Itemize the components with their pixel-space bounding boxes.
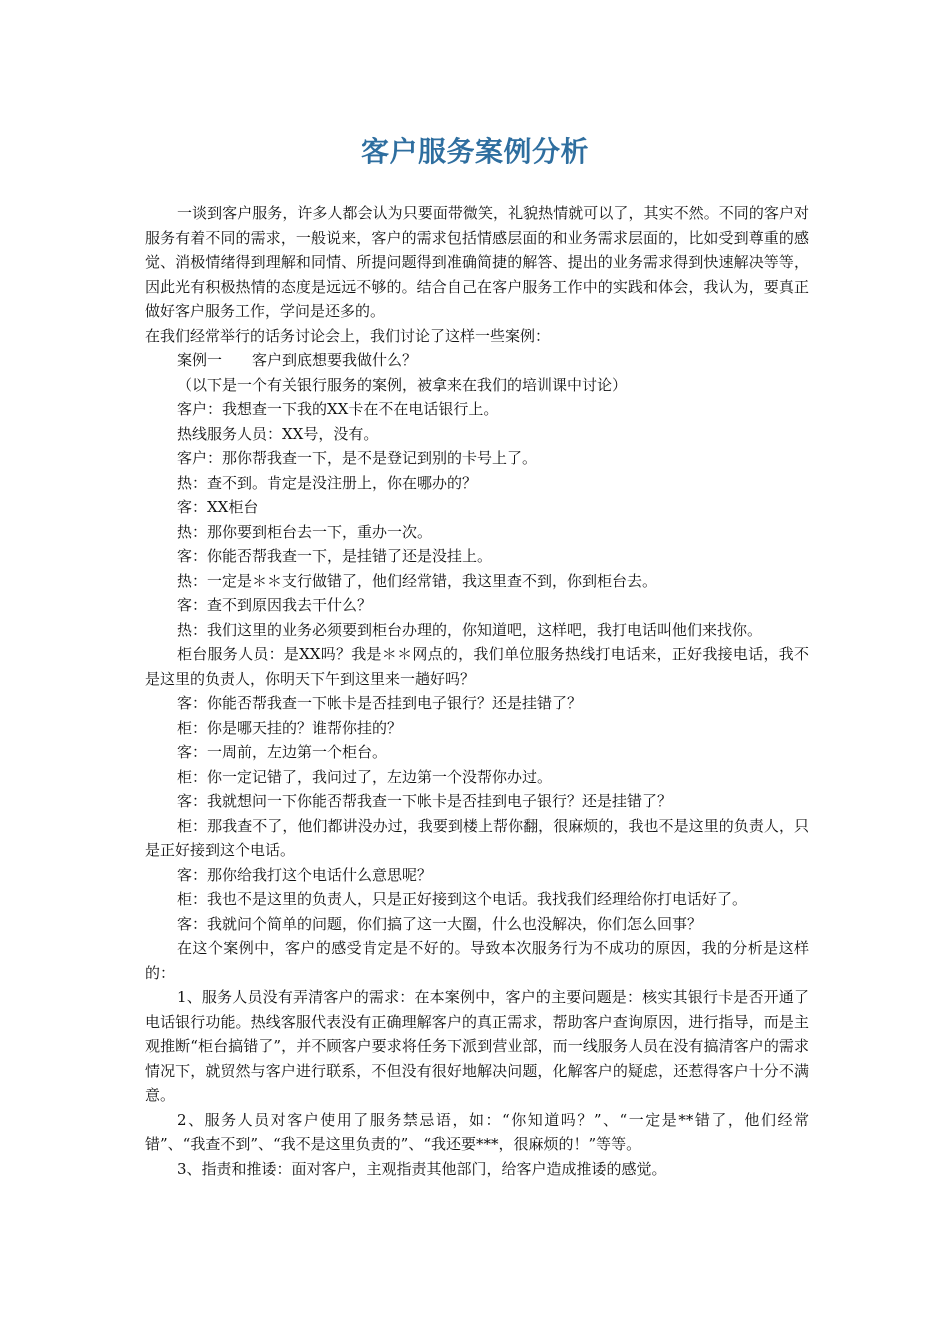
- dialogue-line: （以下是一个有关银行服务的案例，被拿来在我们的培训课中讨论）: [177, 375, 628, 394]
- dialogue-line: 客户：那你帮我查一下，是不是登记到别的卡号上了。: [177, 449, 538, 467]
- dialogue-line: 热：我们这里的业务必须要到柜台办理的，你知道吧，这样吧，我打电话叫他们来找你。: [177, 620, 763, 639]
- dialogue-line: 案例一 客户到底想要我做什么？: [177, 351, 418, 369]
- dialogue-line: 客户：我想查一下我的XX卡在不在电话银行上。: [177, 400, 499, 418]
- dialogue-line: 柜：你是哪天挂的？谁帮你挂的？: [177, 718, 403, 737]
- dialogue-line: 客：你能否帮我查一下帐卡是否挂到电子银行？还是挂错了？: [177, 694, 583, 712]
- dialogue-line: 客：XX柜台: [177, 498, 259, 516]
- body-paragraph: 在这个案例中，客户的感受肯定是不好的。导致本次服务行为不成功的原因，我的分析是这样的：: [145, 939, 809, 982]
- body-paragraph: 柜：那我查不了，他们都讲没办过，我要到楼上帮你翻，很麻烦的，我也不是这里的负责人，只是正好接到这个电话。: [145, 816, 809, 859]
- dialogue-line: 热：一定是＊＊支行做错了，他们经常错，我这里查不到，你到柜台去。: [177, 571, 658, 590]
- dialogue-line: 客：查不到原因我去干什么？: [177, 596, 373, 614]
- dialogue-line: 热线服务人员：XX号，没有。: [177, 424, 379, 443]
- document-body: [145, 201, 809, 1181]
- dialogue-line: 客：那你给我打这个电话什么意思呢？: [177, 865, 433, 884]
- body-paragraph: 3、指责和推诿：面对客户，主观指责其他部门，给客户造成推诿的感觉。: [177, 1159, 667, 1178]
- document-title: 客户服务案例分析: [360, 135, 589, 168]
- dialogue-line: 客：一周前，左边第一个柜台。: [177, 743, 388, 761]
- dialogue-line: 柜：我也不是这里的负责人，只是正好接到这个电话。我找我们经理给你打电话好了。: [177, 890, 748, 908]
- body-paragraph: 在我们经常举行的话务讨论会上，我们讨论了这样一些案例：: [145, 326, 551, 345]
- dialogue-line: 客：我就想问一下你能否帮我查一下帐卡是否挂到电子银行？还是挂错了？: [177, 792, 673, 810]
- dialogue-line: 客：你能否帮我查一下，是挂错了还是没挂上。: [177, 547, 493, 565]
- dialogue-line: 柜：你一定记错了，我问过了，左边第一个没帮你办过。: [177, 767, 553, 786]
- body-paragraph: 2、服务人员对客户使用了服务禁忌语，如：“你知道吗？”、“一定是**错了，他们经常错”、“我查不到”、“我不是这里负责的”、“我还要***，很麻烦的！”等等。: [145, 1110, 809, 1153]
- dialogue-line: 热：查不到。肯定是没注册上，你在哪办的？: [177, 473, 478, 492]
- body-paragraph: 柜台服务人员：是XX吗？我是＊＊网点的，我们单位服务热线打电话来，正好我接电话，我不是这里的负责人，你明天下午到这里来一趟好吗？: [145, 645, 809, 688]
- body-paragraph: 1、服务人员没有弄清客户的需求：在本案例中，客户的主要问题是：核实其银行卡是否开通了电话银行功能。热线客服代表没有正确理解客户的真正需求，帮助客户查询原因，进行指导，而是主观推断“柜台搞错了”，并不顾客户要求将任务下派到营业部，而一线服务人员在没有搞清客户的需求情况下，就贸然与客户进行联系，不但没有很好地解决问题，化解客户的疑虑，还惹得客户十分不满意。: [145, 988, 809, 1104]
- dialogue-line: 热：那你要到柜台去一下，重办一次。: [177, 522, 433, 541]
- dialogue-line: 客：我就问个简单的问题，你们搞了这一大圈，什么也没解决，你们怎么回事？: [177, 914, 703, 933]
- body-paragraph: 一谈到客户服务，许多人都会认为只要面带微笑，礼貌热情就可以了，其实不然。不同的客户对服务有着不同的需求，一般说来，客户的需求包括情感层面的和业务需求层面的，比如受到尊重的感觉、消极情绪得到理解和同情、所提问题得到准确简捷的解答、提出的业务需求得到快速解决等等，因此光有积极热情的态度是远远不够的。结合自己在客户服务工作中的实践和体会，我认为，要真正做好客户服务工作，学问是还多的。: [145, 204, 809, 320]
